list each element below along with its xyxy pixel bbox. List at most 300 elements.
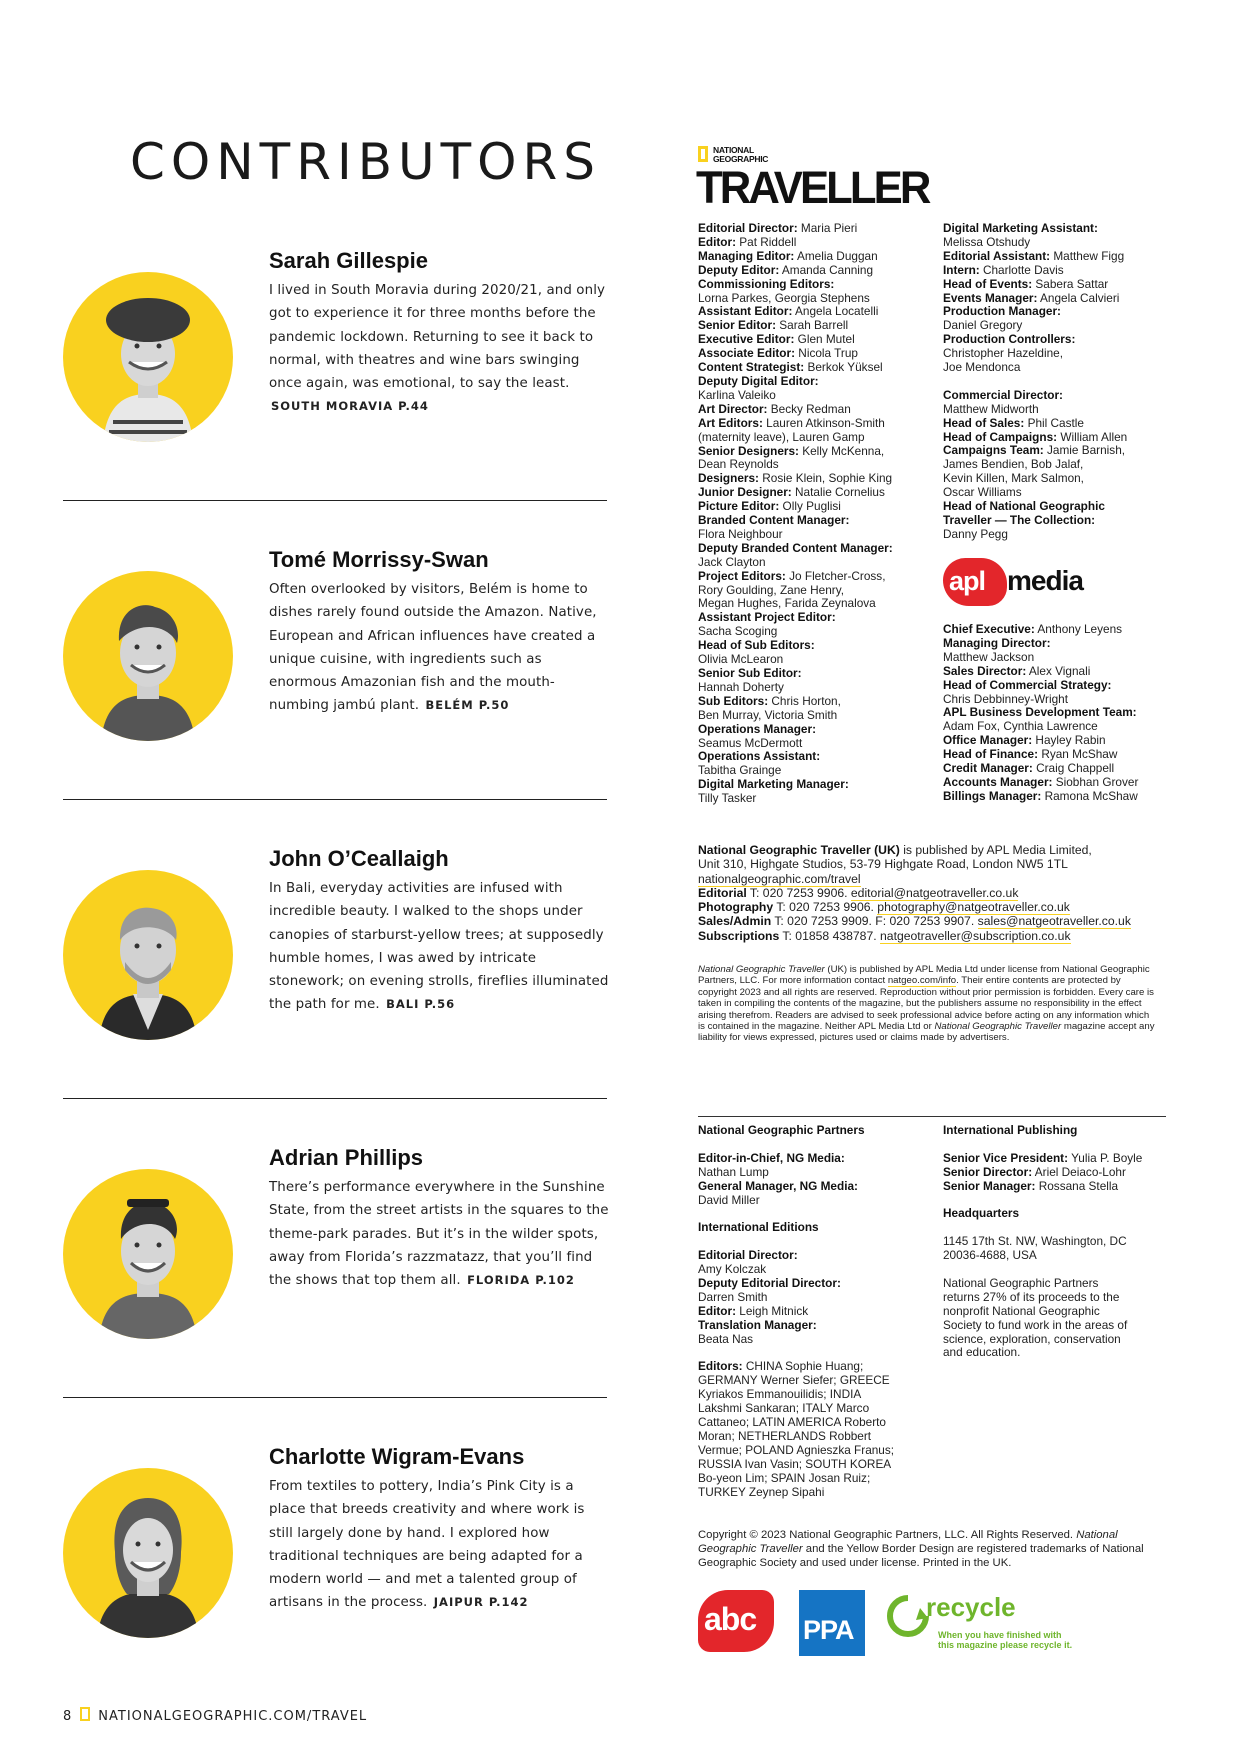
masthead-entry	[943, 319, 1183, 333]
person-name: Angela Locatelli	[792, 304, 879, 319]
masthead-entry	[698, 458, 938, 472]
masthead-entry	[943, 762, 1183, 776]
contact-phone: T: 020 7253 9909. F: 020 7253 9907.	[771, 914, 978, 929]
section-divider	[63, 1098, 607, 1099]
copyright-notice	[698, 1528, 1168, 1570]
role-label: Senior Designers:	[698, 443, 799, 458]
person-name: Olly Puglisi	[779, 499, 841, 514]
contributor-bio	[269, 578, 609, 718]
copyright-text: Copyright © 2023 National Geographic Partners, LLC. All Rights Reserved.	[698, 1529, 1077, 1541]
magazine-title: National Geographic Traveller	[698, 964, 825, 975]
sales-email-link[interactable]: sales@natgeotraveller.co.uk	[977, 914, 1131, 929]
masthead-entry	[943, 1249, 1173, 1263]
masthead-entry	[943, 361, 1183, 375]
masthead-entry	[943, 1277, 1173, 1291]
role-label: Designers:	[698, 471, 759, 486]
masthead-entry	[943, 776, 1183, 790]
role-label: Campaigns Team:	[943, 443, 1044, 458]
portrait-illustration	[63, 1468, 233, 1638]
masthead-entry	[698, 556, 938, 570]
masthead-entry	[943, 679, 1183, 693]
website-line	[698, 872, 1168, 886]
masthead-entry	[943, 500, 1183, 514]
contributor-name: Sarah Gillespie	[269, 248, 428, 273]
masthead-entry	[943, 514, 1183, 528]
masthead-entry	[698, 1486, 938, 1500]
masthead-entry	[698, 1444, 938, 1458]
role-label: Editorial Assistant:	[943, 248, 1051, 263]
ppa-text: PPA	[803, 1615, 854, 1645]
masthead-entry	[698, 278, 938, 292]
masthead-entry	[698, 445, 938, 459]
role-label: Editor:	[698, 1303, 737, 1318]
role-label: Editorial Director:	[698, 221, 798, 235]
masthead-entry	[943, 1152, 1173, 1166]
masthead-entry	[943, 623, 1183, 637]
masthead-entry	[698, 1152, 938, 1166]
bio-text: I lived in South Moravia during 2020/21, and only got to experience it for three months before the pandemic lockdown. Returning to see it back to normal, with theatres and wine bars swinging once again, was emotional, to say the least.	[269, 283, 606, 392]
masthead-entry	[698, 500, 938, 514]
role-label: Commercial Director:	[943, 387, 1063, 402]
contributor-name: Tomé Morrissy-Swan	[269, 547, 489, 572]
masthead-entry	[698, 625, 938, 639]
masthead-entry	[698, 1402, 938, 1416]
person-name: Angela Calvieri	[1037, 290, 1120, 305]
person-name: Daniel Gregory	[943, 318, 1023, 333]
person-name: Danny Pegg	[943, 526, 1008, 541]
person-name: Lauren Atkinson-Smith	[762, 415, 885, 430]
masthead-entry	[698, 250, 938, 264]
role-label: National Geographic Partners	[698, 1123, 865, 1137]
person-name: Jamie Barnish,	[1043, 443, 1126, 458]
masthead-entry	[698, 709, 938, 723]
masthead-entry	[698, 750, 938, 764]
portrait-illustration	[63, 870, 233, 1040]
person-name: Karlina Valeiko	[698, 387, 776, 402]
story-reference: BALI P.56	[386, 997, 456, 1012]
spacer	[698, 1207, 938, 1221]
role-label: Sales Director:	[943, 663, 1027, 678]
spacer	[698, 1235, 938, 1249]
bio-text: There’s performance everywhere in the Sunshine State, from the street artists in the squares to the theme-park parades. But it’s in the wilder spots, away from Florida’s razzmatazz, that you’ll find the shows that top them all.	[269, 1180, 609, 1289]
role-label: Headquarters	[943, 1206, 1020, 1221]
editorial-email-link[interactable]: editorial@natgeotraveller.co.uk	[850, 885, 1019, 900]
legal-disclaimer	[698, 964, 1158, 1044]
masthead-entry	[943, 637, 1183, 651]
masthead-entry	[943, 665, 1183, 679]
contributor-portrait	[63, 272, 233, 442]
masthead-staff-column-1	[698, 222, 938, 806]
recycle-subtext: When you have finished with this magazine please recycle it.	[938, 1630, 1073, 1650]
role-label: Deputy Branded Content Manager:	[698, 540, 893, 555]
masthead-entry	[943, 222, 1183, 236]
role-label: APL Business Development Team:	[943, 705, 1137, 720]
editorial-contact	[698, 886, 1168, 900]
section-divider	[63, 799, 607, 800]
masthead-entry	[698, 486, 938, 500]
masthead-entry	[698, 292, 938, 306]
person-name: Rosie Klein, Sophie King	[758, 471, 893, 486]
person-name: Jack Clayton	[698, 554, 766, 569]
masthead-entry	[943, 1166, 1173, 1180]
abc-text: abc	[704, 1601, 757, 1637]
role-label: General Manager, NG Media:	[698, 1178, 858, 1193]
masthead-entry	[943, 333, 1183, 347]
masthead-entry	[943, 250, 1183, 264]
role-label: Chief Executive:	[943, 622, 1035, 636]
person-name: 1145 17th St. NW, Washington, DC	[943, 1234, 1127, 1249]
role-label: Head of Commercial Strategy:	[943, 677, 1112, 692]
role-label: Art Director:	[698, 401, 768, 416]
masthead-entry	[943, 278, 1183, 292]
masthead-entry	[698, 584, 938, 598]
masthead-entry	[943, 236, 1183, 250]
masthead-entry	[943, 748, 1183, 762]
masthead-entry	[698, 1319, 938, 1333]
masthead-entry	[698, 1291, 938, 1305]
role-label: Managing Editor:	[698, 248, 795, 263]
contributor-portrait	[63, 1468, 233, 1638]
role-label: Branded Content Manager:	[698, 513, 850, 528]
logo-national-geographic	[713, 146, 768, 163]
natgeo-info-link[interactable]: natgeo.com/info	[887, 975, 957, 987]
masthead-entry	[698, 778, 938, 792]
recycle-icon	[886, 1594, 930, 1638]
role-label: Operations Manager:	[698, 721, 816, 736]
masthead-entry	[698, 1333, 938, 1347]
partners-divider	[698, 1116, 1166, 1117]
sales-contact	[698, 914, 1168, 928]
publisher-contact-block	[698, 843, 1168, 943]
section-divider	[63, 500, 607, 501]
role-label: Project Editors:	[698, 568, 786, 583]
copyright-text: and the Yellow Border Design are registered trademarks of National Geographic Society and used under license. Printed in the UK.	[698, 1543, 1144, 1569]
person-name: Tabitha Grainge	[698, 763, 782, 778]
role-label: Sub Editors:	[698, 693, 769, 708]
masthead-entry	[698, 472, 938, 486]
masthead-entry	[698, 389, 938, 403]
legal-text: . Their entire contents are protected by copyright 2023 and all rights are reserved. Reproduction without prior permission is forbidden. Every care is taken in compiling the contents of the magazine, but the publishers assume no responsibility in the effect arising therefrom. Readers are advised to seek professional advice before acting on any information which is contained in the magazine. Neither APL Media Ltd or	[698, 975, 1154, 1033]
recycle-logo	[886, 1592, 1073, 1658]
role-label: Junior Designer:	[698, 485, 792, 500]
role-label: Accounts Manager:	[943, 774, 1053, 789]
ng-partners-column	[698, 1124, 938, 1499]
spacer	[943, 375, 1183, 389]
role-label: Editorial Director:	[698, 1248, 798, 1263]
story-reference: JAIPUR P.142	[433, 1595, 529, 1610]
masthead-entry	[943, 1333, 1173, 1347]
masthead-entry	[698, 1305, 938, 1319]
person-name: Hannah Doherty	[698, 679, 784, 694]
masthead-entry	[943, 347, 1183, 361]
masthead-entry	[698, 653, 938, 667]
person-name: Craig Chappell	[1032, 761, 1115, 776]
masthead-entry	[943, 444, 1183, 458]
masthead-entry	[943, 486, 1183, 500]
person-name: Beata Nas	[698, 1331, 754, 1346]
natgeo-traveller-logo	[696, 145, 929, 213]
masthead-entry	[698, 1194, 938, 1208]
masthead-entry	[698, 681, 938, 695]
bio-text: In Bali, everyday activities are infused with incredible beauty. I walked to the shops under canopies of starburst-yellow trees; at supposedly humble homes, I was awed by intricate stonework; on evening strolls, fireflies illuminated the path for me.	[269, 881, 609, 1013]
person-name: David Miller	[698, 1192, 760, 1207]
ppa-logo	[799, 1590, 865, 1656]
person-name: Becky Redman	[767, 401, 851, 416]
person-name: Nicola Trup	[795, 346, 858, 361]
role-label: Head of National Geographic	[943, 499, 1105, 514]
person-name: Rory Goulding, Zane Henry,	[698, 582, 844, 597]
role-label: Assistant Editor:	[698, 304, 793, 319]
yellow-border-icon	[698, 146, 708, 162]
masthead-entry	[943, 1305, 1173, 1319]
person-name: Ryan McShaw	[1038, 747, 1118, 762]
role-label: Senior Director:	[943, 1164, 1033, 1179]
address-line: Unit 310, Highgate Studios, 53-79 Highgate Road, London NW5 1TL	[698, 857, 1068, 872]
masthead-entry	[943, 720, 1183, 734]
masthead-staff-column-2	[943, 222, 1183, 542]
masthead-entry	[698, 667, 938, 681]
media-text: media	[1007, 565, 1083, 596]
masthead-entry	[698, 1374, 938, 1388]
masthead-entry	[943, 1291, 1173, 1305]
masthead-entry	[943, 305, 1183, 319]
page-number: 8	[63, 1709, 73, 1724]
person-name: GERMANY Werner Siefer; GREECE	[698, 1373, 890, 1388]
legal-text: magazine accept any liability for views expressed, pictures used or claims made by advertisers.	[698, 1021, 1155, 1044]
role-label: Head of Campaigns:	[943, 429, 1058, 444]
yellow-border-icon	[80, 1707, 90, 1721]
contributor-name: Adrian Phillips	[269, 1145, 424, 1170]
masthead-entry	[698, 639, 938, 653]
masthead-entry	[698, 1388, 938, 1402]
person-name: Kyriakos Emmanouilidis; INDIA	[698, 1387, 862, 1402]
person-name: Darren Smith	[698, 1289, 768, 1304]
spacer	[943, 1138, 1173, 1152]
story-reference: BELÉM P.50	[425, 698, 510, 713]
contributor-name: John O’Ceallaigh	[269, 846, 449, 871]
masthead-entry	[943, 1235, 1173, 1249]
masthead-entry	[943, 1346, 1173, 1360]
person-name: Maria Pieri	[797, 221, 858, 235]
masthead-entry	[943, 693, 1183, 707]
contact-label: Sales/Admin	[698, 914, 772, 929]
international-publishing-column	[943, 1124, 1173, 1360]
masthead-entry	[943, 528, 1183, 542]
website-link[interactable]: nationalgeographic.com/travel	[698, 871, 861, 886]
person-name: Kevin Killen, Mark Salmon,	[943, 471, 1084, 486]
role-label: Office Manager:	[943, 733, 1033, 748]
person-name: Society to fund work in the areas of	[943, 1317, 1128, 1332]
masthead-entry	[698, 764, 938, 778]
role-label: Art Editors:	[698, 415, 763, 430]
spacer	[698, 1346, 938, 1360]
masthead-entry	[698, 431, 938, 445]
subscriptions-contact	[698, 929, 1168, 943]
photography-contact	[698, 900, 1168, 914]
role-label: Deputy Editor:	[698, 262, 780, 277]
bio-text: From textiles to pottery, India’s Pink City is a place that breeds creativity and where work is still largely done by hand. I explored how traditional techniques are being adapted for a modern world — and met a talented group of artisans in the process.	[269, 1479, 585, 1611]
masthead-entry	[698, 375, 938, 389]
contact-label: Photography	[698, 900, 774, 915]
masthead-entry	[698, 1277, 938, 1291]
role-label: Operations Assistant:	[698, 749, 821, 764]
person-name: Siobhan Grover	[1052, 774, 1139, 789]
person-name: Kelly McKenna,	[798, 443, 885, 458]
masthead-entry	[943, 458, 1183, 472]
logo-line-2: GEOGRAPHIC	[713, 153, 769, 164]
person-name: Amelia Duggan	[794, 248, 878, 263]
bio-text: Often overlooked by visitors, Belém is home to dishes rarely found outside the Amazon. Native, European and African influences have created a unique cuisine, with ingredients such as enormous Amazonian fish and the mouth-numbing jambú plant.	[269, 582, 597, 714]
role-label: Credit Manager:	[943, 761, 1033, 776]
person-name: Christopher Hazeldine,	[943, 346, 1063, 361]
spacer	[943, 1194, 1173, 1208]
masthead-entry	[943, 1180, 1173, 1194]
masthead-entry	[698, 347, 938, 361]
masthead-entry	[943, 417, 1183, 431]
person-name: Cattaneo; LATIN AMERICA Roberto	[698, 1414, 886, 1429]
subscriptions-email-link[interactable]: natgeotraveller@subscription.co.uk	[880, 928, 1071, 943]
role-label: Intern:	[943, 262, 980, 277]
masthead-entry	[698, 264, 938, 278]
person-name: Olivia McLearon	[698, 652, 784, 667]
person-name: Vermue; POLAND Agnieszka Franus;	[698, 1442, 895, 1457]
person-name: Amy Kolczak	[698, 1262, 767, 1277]
person-name: Yulia P. Boyle	[1068, 1150, 1143, 1165]
person-name: returns 27% of its proceeds to the	[943, 1289, 1120, 1304]
contact-phone: T: 020 7253 9906.	[746, 885, 851, 900]
person-name: William Allen	[1057, 429, 1128, 444]
role-label: Head of Sales:	[943, 415, 1025, 430]
person-name: Matthew Midworth	[943, 401, 1039, 416]
logo-traveller: TRAVELLER	[696, 162, 929, 213]
person-name: Chris Horton,	[768, 693, 841, 708]
person-name: Lakshmi Sankaran; ITALY Marco	[698, 1401, 870, 1416]
masthead-entry	[698, 597, 938, 611]
person-name: Seamus McDermott	[698, 735, 803, 750]
role-label: Senior Vice President:	[943, 1150, 1069, 1165]
role-label: Managing Director:	[943, 635, 1051, 650]
person-name: Jo Fletcher-Cross,	[785, 568, 886, 583]
logo-line-1: NATIONAL	[713, 145, 754, 155]
person-name: Megan Hughes, Farida Zeynalova	[698, 596, 876, 611]
masthead-entry	[943, 790, 1183, 804]
person-name: Lorna Parkes, Georgia Stephens	[698, 290, 870, 305]
contact-label: Subscriptions	[698, 928, 780, 943]
apl-text: apl	[949, 566, 986, 596]
apl-staff-column	[943, 623, 1183, 804]
role-label: Senior Manager:	[943, 1178, 1036, 1193]
person-name: Matthew Figg	[1050, 248, 1125, 263]
legal-text: (UK) is published by APL Media Ltd under license from National Geographic Partners, LLC. For more information contact	[698, 964, 1150, 987]
person-name: Charlotte Davis	[979, 262, 1064, 277]
role-label: Assistant Project Editor:	[698, 610, 836, 625]
masthead-entry	[698, 333, 938, 347]
masthead-entry	[698, 417, 938, 431]
masthead-entry	[698, 1430, 938, 1444]
person-name: Moran; NETHERLANDS Robbert	[698, 1428, 872, 1443]
masthead-entry	[698, 236, 938, 250]
photography-email-link[interactable]: photography@natgeotraveller.co.uk	[877, 900, 1070, 915]
person-name: Matthew Jackson	[943, 649, 1035, 664]
role-label: Head of Events:	[943, 276, 1033, 291]
masthead-entry	[943, 264, 1183, 278]
person-name: Nathan Lump	[698, 1164, 769, 1179]
page-title: CONTRIBUTORS	[130, 133, 601, 191]
masthead-entry	[698, 403, 938, 417]
masthead-entry	[943, 706, 1183, 720]
contact-label: Editorial	[698, 885, 747, 900]
person-name: Bo-yeon Lim; SPAIN Josan Ruiz;	[698, 1470, 871, 1485]
contributor-bio	[269, 1176, 609, 1292]
section-divider	[63, 1397, 607, 1398]
role-label: Digital Marketing Assistant:	[943, 221, 1098, 235]
masthead-entry	[943, 431, 1183, 445]
abc-logo	[698, 1590, 774, 1652]
spacer	[698, 1138, 938, 1152]
role-label: Billings Manager:	[943, 788, 1042, 803]
masthead-entry	[698, 1458, 938, 1472]
person-name: and education.	[943, 1345, 1021, 1360]
person-name: Natalie Cornelius	[791, 485, 885, 500]
portrait-illustration	[63, 571, 233, 741]
masthead-entry	[698, 1166, 938, 1180]
person-name: Hayley Rabin	[1032, 733, 1106, 748]
person-name: Sacha Scoging	[698, 624, 778, 639]
publisher-line	[698, 843, 1168, 857]
person-name: Anthony Leyens	[1034, 622, 1123, 636]
contributor-name: Charlotte Wigram-Evans	[269, 1444, 525, 1469]
person-name: Tilly Tasker	[698, 791, 757, 806]
contributor-tome-morrissy-swan	[63, 547, 607, 747]
masthead-entry	[698, 1124, 938, 1138]
person-name: nonprofit National Geographic	[943, 1303, 1100, 1318]
masthead-entry	[698, 611, 938, 625]
role-label: Editors:	[698, 1359, 743, 1374]
person-name: Oscar Williams	[943, 485, 1022, 500]
masthead-entry	[943, 734, 1183, 748]
role-label: Senior Sub Editor:	[698, 666, 802, 680]
person-name: Flora Neighbour	[698, 526, 783, 541]
person-name: CHINA Sophie Huang;	[742, 1359, 864, 1374]
masthead-entry	[698, 319, 938, 333]
masthead-entry	[943, 472, 1183, 486]
publisher-text: is published by APL Media Limited,	[899, 843, 1092, 857]
person-name: Sabera Sattar	[1032, 276, 1109, 291]
masthead-entry	[698, 695, 938, 709]
portrait-illustration	[63, 1169, 233, 1339]
person-name: TURKEY Zeynep Sipahi	[698, 1484, 825, 1499]
person-name: science, exploration, conservation	[943, 1331, 1121, 1346]
role-label: Production Controllers:	[943, 332, 1076, 347]
role-label: Translation Manager:	[698, 1317, 817, 1332]
publisher-name: National Geographic Traveller (UK)	[698, 843, 900, 857]
role-label: Head of Sub Editors:	[698, 638, 815, 653]
person-name: Joe Mendonca	[943, 360, 1021, 375]
contributor-bio	[269, 279, 609, 419]
person-name: Rossana Stella	[1035, 1178, 1119, 1193]
masthead-entry	[698, 1180, 938, 1194]
role-label: Executive Editor:	[698, 332, 795, 347]
person-name: RUSSIA Ivan Vasin; SOUTH KOREA	[698, 1456, 892, 1471]
role-label: Senior Editor:	[698, 318, 776, 333]
role-label: International Publishing	[943, 1123, 1078, 1137]
contributor-bio	[269, 1475, 609, 1615]
story-reference: SOUTH MORAVIA P.44	[271, 399, 429, 414]
masthead-entry	[943, 403, 1183, 417]
role-label: Traveller — The Collection:	[943, 513, 1096, 528]
masthead-entry	[698, 1416, 938, 1430]
masthead-entry	[943, 389, 1183, 403]
